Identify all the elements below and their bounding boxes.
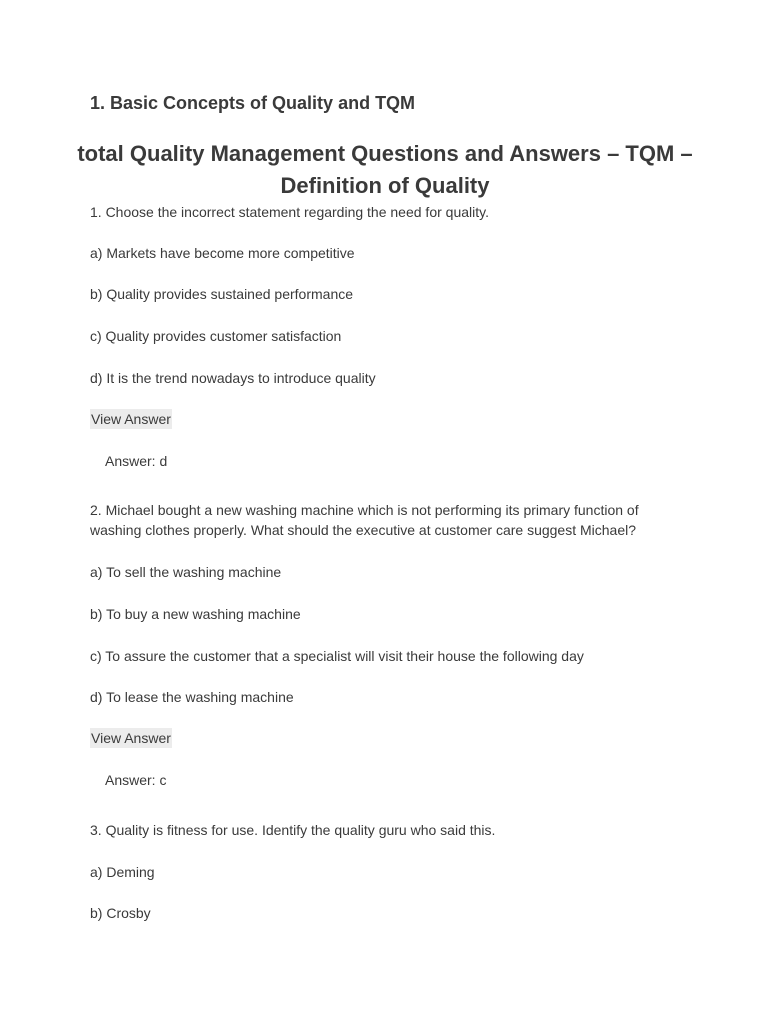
page-title: total Quality Management Questions and Answers – TQM – Definition of Quality — [77, 141, 693, 198]
question-1-option-c: c) Quality provides customer satisfaction — [90, 328, 342, 344]
question-1-option-b: b) Quality provides sustained performance — [90, 286, 354, 302]
answer-1: Answer: d — [105, 453, 168, 469]
section-heading: 1. Basic Concepts of Quality and TQM — [90, 93, 416, 113]
question-2-option-a: a) To sell the washing machine — [90, 564, 282, 580]
view-answer-button-2[interactable]: View Answer — [91, 730, 171, 746]
question-3-option-a: a) Deming — [90, 864, 155, 880]
question-2-option-d: d) To lease the washing machine — [90, 689, 294, 705]
question-2-text: 2. Michael bought a new washing machine which is not performing its primary function of washing clothes properly. What should the executive at customer care suggest Michael? — [90, 502, 639, 538]
view-answer-button-1[interactable]: View Answer — [91, 411, 171, 427]
question-1-option-a: a) Markets have become more competitive — [90, 245, 355, 261]
answer-2: Answer: c — [105, 772, 167, 788]
question-1-option-d: d) It is the trend nowadays to introduce quality — [90, 370, 376, 386]
question-3-text: 3. Quality is fitness for use. Identify the quality guru who said this. — [90, 822, 496, 838]
question-1-text: 1. Choose the incorrect statement regarding the need for quality. — [90, 204, 489, 220]
question-2-option-b: b) To buy a new washing machine — [90, 606, 301, 622]
question-2-option-c: c) To assure the customer that a specialist will visit their house the following day — [90, 648, 584, 664]
question-3-option-b: b) Crosby — [90, 905, 151, 921]
